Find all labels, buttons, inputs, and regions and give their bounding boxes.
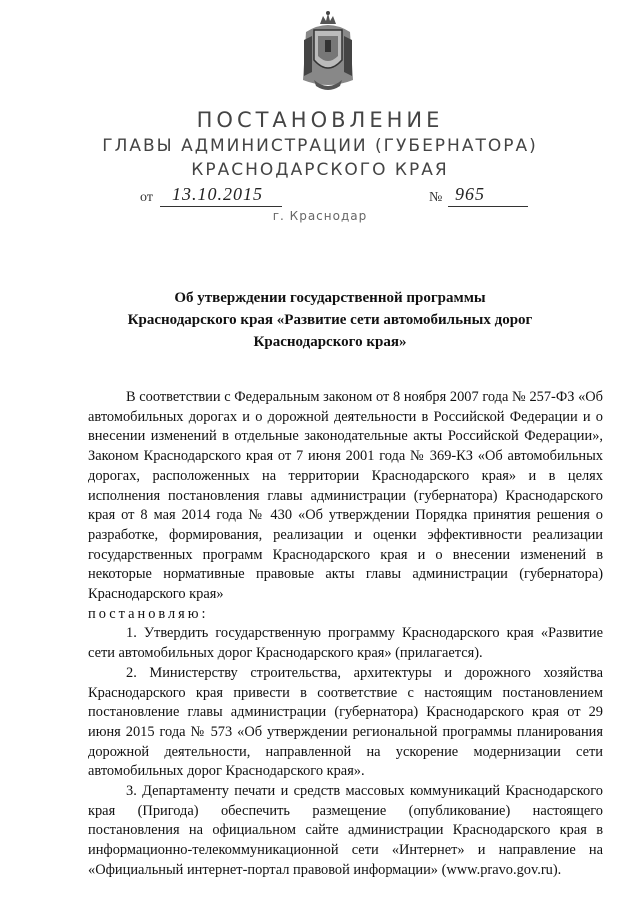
city-label: г. Краснодар [272, 209, 368, 223]
preamble-paragraph: В соответствии с Федеральным законом от 8 ноября 2007 года № 257-ФЗ «Об автомобильных дорогах и о дорожной деятельности в Российской Федерации и о внесении изменений в отдельные законодательные акты Российской Федерации», Законом Краснодарского края от 7 июня 2001 года № 369-КЗ «Об автомобильных дорогах, расположенных на территории Краснодарского края» и в целях исполнения постановления главы администрации (губернатора) Краснодарского края от 8 мая 2014 года № 430 «Об утверждении Порядка принятия решения о разработке, формирования, реализации и оценки эффективности реализации государственных программ Краснодарского края и о внесении изменений в некоторые нормативные правовые акты главы администрации (губернатора) Краснодарского края» [88, 389, 603, 603]
krasnodar-coat-of-arms-icon [298, 10, 358, 94]
date-underline [160, 206, 282, 207]
item-1-paragraph: 1. Утвердить государственную программу Краснодарского края «Развитие сети автомобильных дорог Краснодарского края» (прилагается). [88, 625, 603, 662]
number-underline [448, 206, 528, 207]
document-title [100, 287, 560, 353]
document-body [88, 388, 603, 881]
document-type-heading: ПОСТАНОВЛЕНИЕ [196, 108, 444, 132]
region-heading: КРАСНОДАРСКОГО КРАЯ [191, 160, 449, 180]
item-2-paragraph: 2. Министерству строительства, архитектуры и дорожного хозяйства Краснодарского края привести в соответствие с настоящим постановлением постановление главы администрации (губернатора) Краснодарского края от 29 июня 2015 года № 573 «Об утверждении региональной программы планирования дорожной деятельности, направленной на ускорение модернизации сети автомобильных дорог Краснодарского края». [88, 664, 603, 780]
issuer-heading: ГЛАВЫ АДМИНИСТРАЦИИ (ГУБЕРНАТОРА) [102, 136, 538, 156]
date-prefix: от [140, 190, 153, 205]
number-value: 965 [455, 184, 485, 204]
date-value: 13.10.2015 [172, 184, 263, 204]
title-line-1: Об утверждении государственной программы [174, 290, 486, 306]
decree-word: постановляю: [88, 605, 209, 622]
title-line-3: Краснодарского края» [253, 334, 407, 350]
item-3-paragraph: 3. Департаменту печати и средств массовых коммуникаций Краснодарского края (Пригода) обеспечить размещение (опубликование) настоящего постановления на официальном сайте администрации Краснодарского края в информационно-телекоммуникационной сети «Интернет» и направление на «Официальный интернет-портал правовой информации» (www.pravo.gov.ru). [88, 783, 603, 878]
number-prefix: № [429, 190, 443, 205]
title-line-2: Краснодарского края «Развитие сети автомобильных дорог [127, 312, 533, 328]
